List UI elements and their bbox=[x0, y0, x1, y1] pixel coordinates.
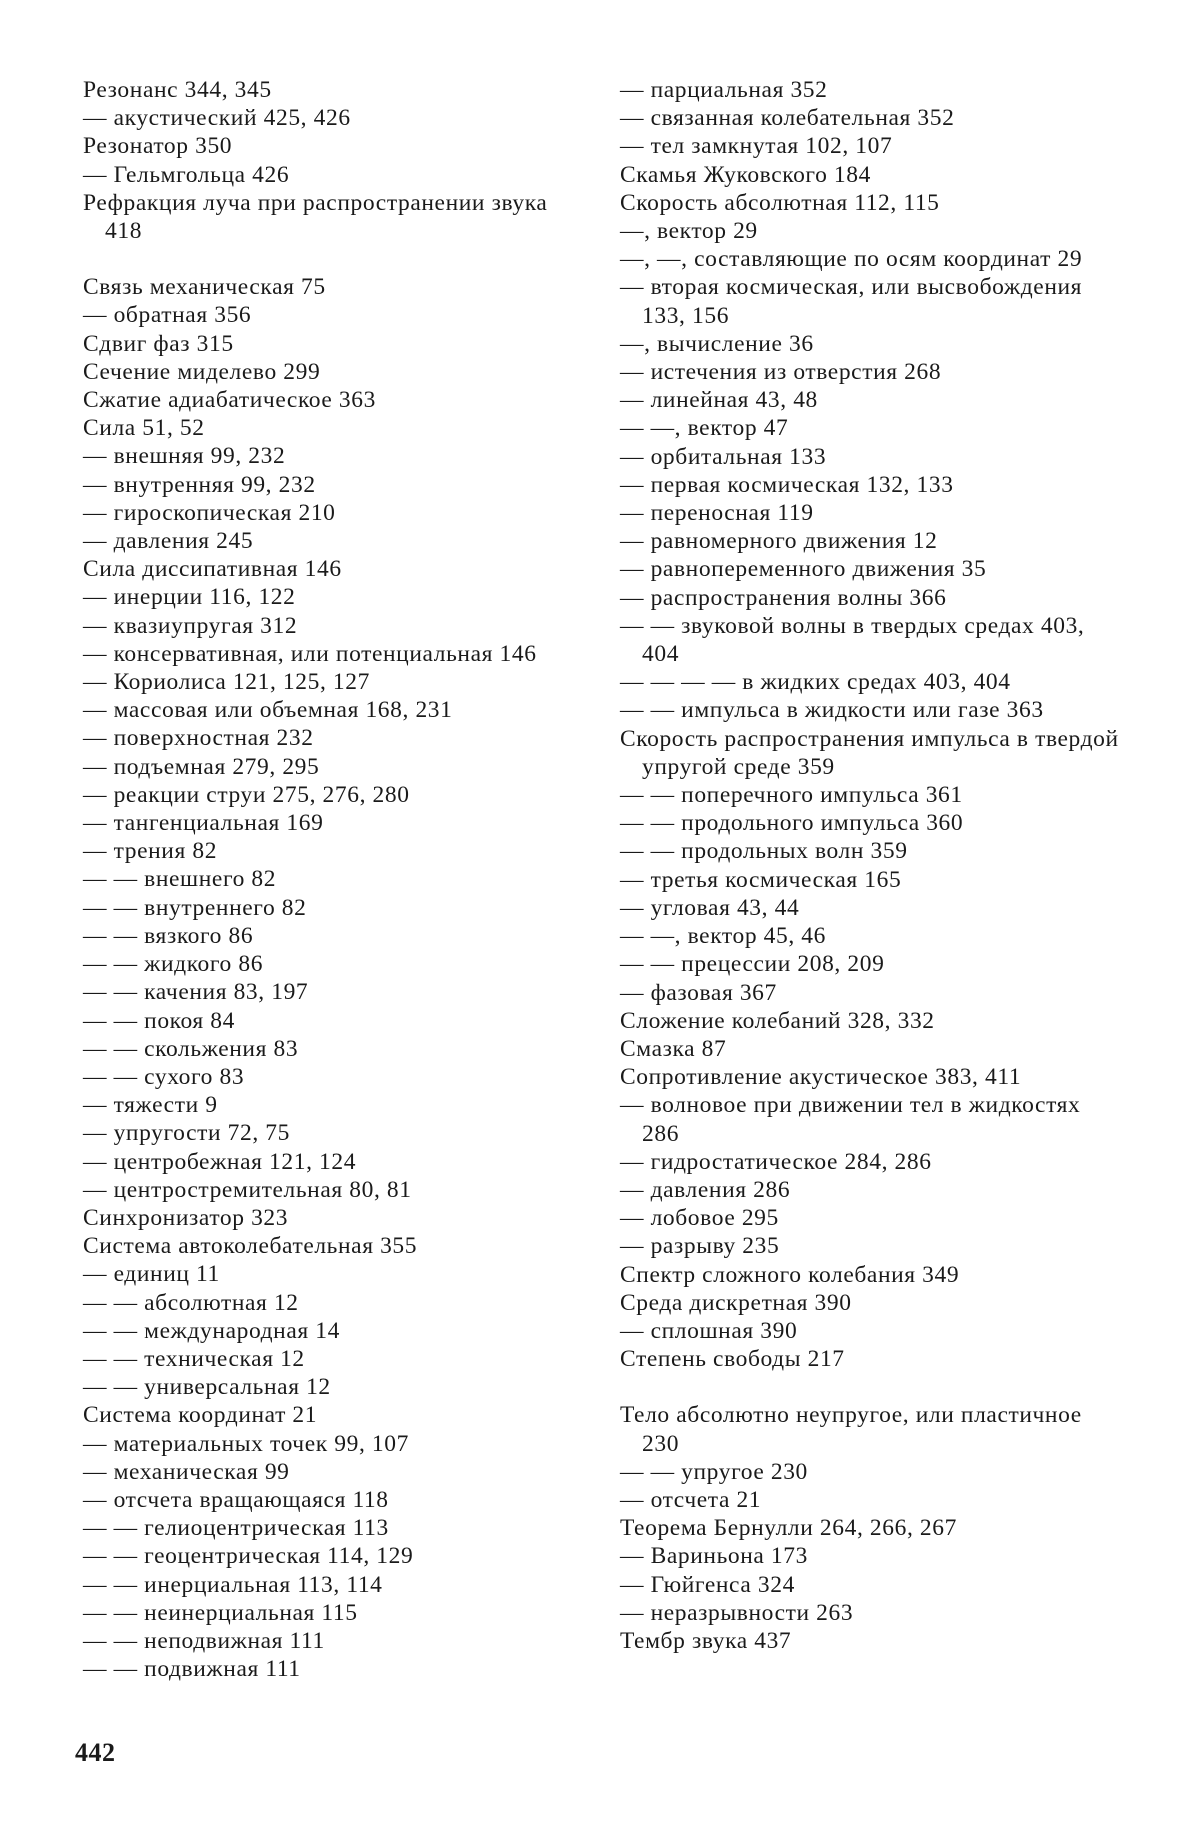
index-entry: — распространения волны 366 bbox=[620, 584, 947, 611]
index-entry: — Гюйгенса 324 bbox=[620, 1571, 795, 1598]
index-entry: — первая космическая 132, 133 bbox=[620, 471, 954, 498]
index-entry: Среда дискретная 390 bbox=[620, 1289, 852, 1316]
index-entry: — трения 82 bbox=[83, 838, 218, 865]
index-entry: — неразрывности 263 bbox=[620, 1599, 854, 1626]
index-entry: — — жидкого 86 bbox=[83, 951, 264, 978]
index-entry: — отсчета 21 bbox=[620, 1486, 762, 1513]
index-entry: Синхронизатор 323 bbox=[83, 1204, 289, 1231]
index-entry: — давления 286 bbox=[620, 1176, 791, 1203]
index-entry: — лобовое 295 bbox=[620, 1205, 779, 1232]
index-entry: Сжатие адиабатическое 363 bbox=[83, 387, 376, 414]
index-column-right bbox=[620, 76, 1120, 1655]
index-entry: Тело абсолютно неупругое, или пластичное 230 bbox=[620, 1402, 1082, 1457]
index-entry: — внешняя 99, 232 bbox=[83, 443, 286, 470]
index-entry: Резонатор 350 bbox=[83, 133, 233, 160]
index-entry: — сплошная 390 bbox=[620, 1317, 798, 1344]
index-entry: — угловая 43, 44 bbox=[620, 894, 800, 921]
index-entry: — волновое при движении тел в жидкостях 286 bbox=[620, 1092, 1081, 1147]
index-entry: — — звуковой волны в твердых средах 403, 404 bbox=[620, 612, 1085, 668]
index-entry: — единиц 11 bbox=[83, 1261, 220, 1288]
index-entry: — — универсальная 12 bbox=[83, 1374, 331, 1401]
index-entry: — третья космическая 165 bbox=[620, 866, 902, 893]
index-entry: Сила 51, 52 bbox=[83, 415, 205, 442]
index-column-left bbox=[83, 76, 573, 1683]
index-entry: — гироскопическая 210 bbox=[83, 499, 336, 526]
index-entry: — подъемная 279, 295 bbox=[83, 753, 320, 780]
index-entry: — материальных точек 99, 107 bbox=[83, 1430, 409, 1457]
index-entry: —, вычисление 36 bbox=[620, 330, 814, 357]
index-entry: — — внешнего 82 bbox=[83, 866, 277, 893]
index-entry: Степень свободы 217 bbox=[620, 1346, 845, 1373]
index-entry: — орбитальная 133 bbox=[620, 443, 827, 470]
index-entry: Резонанс 344, 345 bbox=[83, 77, 272, 103]
index-entry: Рефракция луча при распространении звука 418 bbox=[83, 189, 548, 245]
index-entry: Смазка 87 bbox=[620, 1035, 727, 1062]
page-number: 442 bbox=[75, 1738, 116, 1767]
index-entry: — — прецессии 208, 209 bbox=[620, 951, 885, 978]
index-entry: — Вариньона 173 bbox=[620, 1543, 808, 1570]
index-entry: — акустический 425, 426 bbox=[83, 105, 351, 132]
index-entry: — линейная 43, 48 bbox=[620, 387, 818, 414]
index-entry: — — подвижная 111 bbox=[83, 1656, 301, 1683]
section-gap bbox=[620, 1373, 1120, 1401]
index-entry: Спектр сложного колебания 349 bbox=[620, 1261, 960, 1288]
index-entry: — равнопеременного движения 35 bbox=[620, 556, 987, 583]
index-entry: — консервативная, или потенциальная 146 bbox=[83, 640, 537, 667]
index-entry: — разрыву 235 bbox=[620, 1233, 780, 1260]
index-entry: — фазовая 367 bbox=[620, 979, 777, 1006]
index-entry: — — геоцентрическая 114, 129 bbox=[83, 1543, 414, 1570]
index-entry: Система автоколебательная 355 bbox=[83, 1233, 418, 1260]
index-entry: — центробежная 121, 124 bbox=[83, 1148, 357, 1175]
index-entry: Скорость распространения импульса в твердой упругой среде 359 bbox=[620, 725, 1119, 780]
index-entry: Тембр звука 437 bbox=[620, 1627, 792, 1654]
index-entry: — — внутреннего 82 bbox=[83, 894, 307, 921]
index-entry: — равномерного движения 12 bbox=[620, 528, 938, 555]
index-entry: — квазиупругая 312 bbox=[83, 612, 298, 639]
index-entry: — — упругое 230 bbox=[620, 1458, 808, 1485]
index-entry: — — скольжения 83 bbox=[83, 1035, 299, 1062]
index-entry: — — инерциальная 113, 114 bbox=[83, 1571, 383, 1598]
index-entry: — — — — в жидких средах 403, 404 bbox=[620, 669, 1011, 696]
index-entry: Связь механическая 75 bbox=[83, 274, 326, 301]
index-entry: — — сухого 83 bbox=[83, 1063, 245, 1090]
index-entry: — — техническая 12 bbox=[83, 1345, 305, 1372]
index-entry: — обратная 356 bbox=[83, 302, 252, 329]
index-entry: — — продольного импульса 360 bbox=[620, 810, 964, 837]
index-entry: — поверхностная 232 bbox=[83, 725, 314, 752]
index-entry: — — абсолютная 12 bbox=[83, 1289, 299, 1316]
index-entry: — — международная 14 bbox=[83, 1317, 340, 1344]
index-entry: Сопротивление акустическое 383, 411 bbox=[620, 1064, 1022, 1091]
index-entry: — гидростатическое 284, 286 bbox=[620, 1148, 932, 1175]
index-entry: — механическая 99 bbox=[83, 1458, 290, 1485]
index-entry: — тангенциальная 169 bbox=[83, 810, 324, 837]
index-entry: — переносная 119 bbox=[620, 500, 814, 527]
index-entry: — центростремительная 80, 81 bbox=[83, 1176, 412, 1203]
index-entry: — массовая или объемная 168, 231 bbox=[83, 697, 453, 724]
index-entry: — инерции 116, 122 bbox=[83, 584, 296, 611]
index-entry: — Гельмгольца 426 bbox=[83, 161, 290, 188]
index-entry: — Кориолиса 121, 125, 127 bbox=[83, 669, 370, 696]
index-entry: Скорость абсолютная 112, 115 bbox=[620, 189, 940, 216]
index-entry: Сечение миделево 299 bbox=[83, 358, 321, 385]
index-entry: Сила диссипативная 146 bbox=[83, 556, 342, 583]
index-entry: Система координат 21 bbox=[83, 1402, 318, 1429]
index-entry: — — гелиоцентрическая 113 bbox=[83, 1515, 389, 1542]
index-entry: — — неподвижная 111 bbox=[83, 1627, 325, 1654]
index-entry: — —, вектор 47 bbox=[620, 415, 789, 442]
index-entry: — тел замкнутая 102, 107 bbox=[620, 133, 893, 160]
index-entry: —, вектор 29 bbox=[620, 218, 758, 245]
index-entry: — — вязкого 86 bbox=[83, 922, 254, 949]
index-entry: — связанная колебательная 352 bbox=[620, 105, 955, 132]
index-entry: Скамья Жуковского 184 bbox=[620, 161, 871, 188]
index-entry: — — неинерциальная 115 bbox=[83, 1599, 358, 1626]
index-entry: — — продольных волн 359 bbox=[620, 838, 908, 865]
index-entry: —, —, составляющие по осям координат 29 bbox=[620, 246, 1083, 273]
index-entry: — — покоя 84 bbox=[83, 1007, 235, 1034]
index-entry: Сдвиг фаз 315 bbox=[83, 330, 234, 357]
index-entry: — давления 245 bbox=[83, 528, 254, 555]
index-entry: — — качения 83, 197 bbox=[83, 979, 309, 1006]
index-entry: Сложение колебаний 328, 332 bbox=[620, 1007, 935, 1034]
index-entry: — вторая космическая, или высвобождения 133, 156 bbox=[620, 274, 1083, 329]
section-gap bbox=[83, 245, 573, 273]
index-entry: — упругости 72, 75 bbox=[83, 1120, 290, 1147]
index-entry: — — поперечного импульса 361 bbox=[620, 782, 963, 809]
index-entry: — отсчета вращающаяся 118 bbox=[83, 1486, 389, 1513]
index-entry: — парциальная 352 bbox=[620, 77, 828, 103]
index-entry: — истечения из отверстия 268 bbox=[620, 359, 942, 386]
index-entry: — — импульса в жидкости или газе 363 bbox=[620, 697, 1044, 724]
index-entry: — тяжести 9 bbox=[83, 1092, 218, 1119]
index-entry: — —, вектор 45, 46 bbox=[620, 923, 827, 950]
index-entry: — внутренняя 99, 232 bbox=[83, 471, 316, 498]
index-entry: — реакции струи 275, 276, 280 bbox=[83, 781, 410, 808]
index-entry: Теорема Бернулли 264, 266, 267 bbox=[620, 1515, 957, 1542]
